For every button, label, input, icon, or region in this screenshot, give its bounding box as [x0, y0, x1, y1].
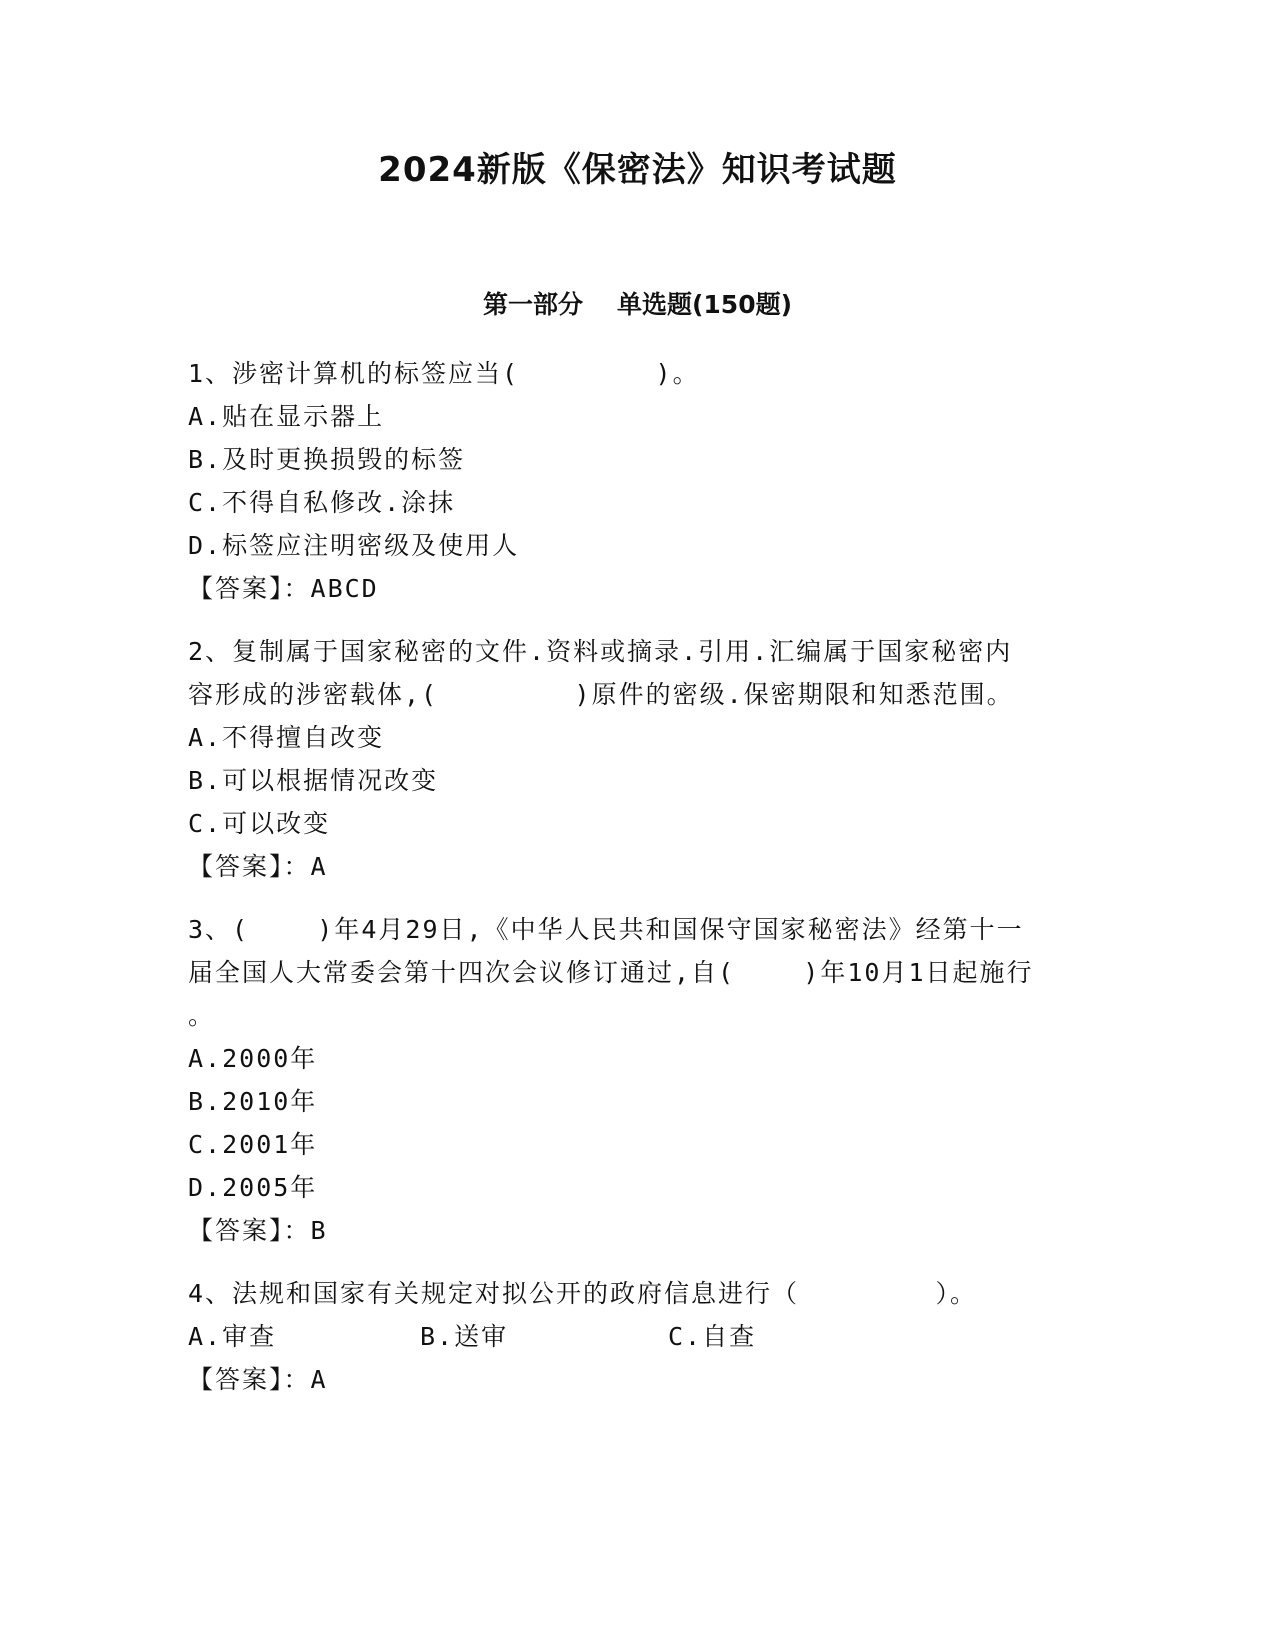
option-c: C.2001年 — [188, 1130, 318, 1159]
section-heading — [0, 289, 1275, 321]
answer-value: A — [310, 852, 328, 881]
option-b: B.可以根据情况改变 — [188, 766, 439, 795]
answer-line — [188, 1209, 1088, 1252]
question-3 — [188, 908, 1088, 1252]
option-c: C.不得自私修改.涂抹 — [188, 488, 456, 517]
answer-line — [188, 845, 1088, 888]
question-stem-line-3: 。 — [188, 1001, 216, 1030]
document-title: 2024新版《保密法》知识考试题 — [378, 150, 897, 190]
question-list — [188, 352, 1088, 1421]
option-c: C.可以改变 — [188, 809, 331, 838]
question-stem-line-1: 3、( )年4月29日,《中华人民共和国保守国家秘密法》经第十一 — [188, 915, 1024, 944]
answer-value: ABCD — [310, 574, 379, 603]
option-a: A.2000年 — [188, 1044, 318, 1073]
question-stem-line-2: 届全国人大常委会第十四次会议修订通过,自( )年10月1日起施行 — [188, 958, 1034, 987]
question-2 — [188, 630, 1088, 888]
option-d: D.2005年 — [188, 1173, 318, 1202]
section-part: 第一部分 — [482, 290, 583, 319]
answer-value: A — [310, 1365, 328, 1394]
option-d: D.标签应注明密级及使用人 — [188, 531, 520, 560]
option-c: C.自查 — [668, 1322, 757, 1351]
question-stem: 4、法规和国家有关规定对拟公开的政府信息进行（ ）。 — [188, 1279, 977, 1308]
answer-label: 【答案】： — [188, 852, 311, 881]
inline-options — [188, 1315, 1088, 1358]
question-1 — [188, 352, 1088, 610]
answer-label: 【答案】： — [188, 1216, 311, 1245]
answer-value: B — [310, 1216, 328, 1245]
option-a: A.不得擅自改变 — [188, 723, 385, 752]
option-a: A.贴在显示器上 — [188, 402, 385, 431]
answer-label: 【答案】： — [188, 1365, 311, 1394]
question-4 — [188, 1272, 1088, 1401]
option-b: B.2010年 — [188, 1087, 318, 1116]
option-b: B.送审 — [420, 1322, 509, 1351]
answer-line — [188, 1358, 1088, 1401]
option-b: B.及时更换损毁的标签 — [188, 445, 466, 474]
question-stem: 1、涉密计算机的标签应当( )。 — [188, 359, 700, 388]
question-stem-line-1: 2、复制属于国家秘密的文件.资料或摘录.引用.汇编属于国家秘密内 — [188, 637, 1013, 666]
answer-line — [188, 567, 1088, 610]
section-name: 单选题(150题) — [616, 290, 793, 319]
question-stem-line-2: 容形成的涉密载体,( )原件的密级.保密期限和知悉范围。 — [188, 680, 1014, 709]
answer-label: 【答案】： — [188, 574, 311, 603]
option-a: A.审查 — [188, 1322, 277, 1351]
